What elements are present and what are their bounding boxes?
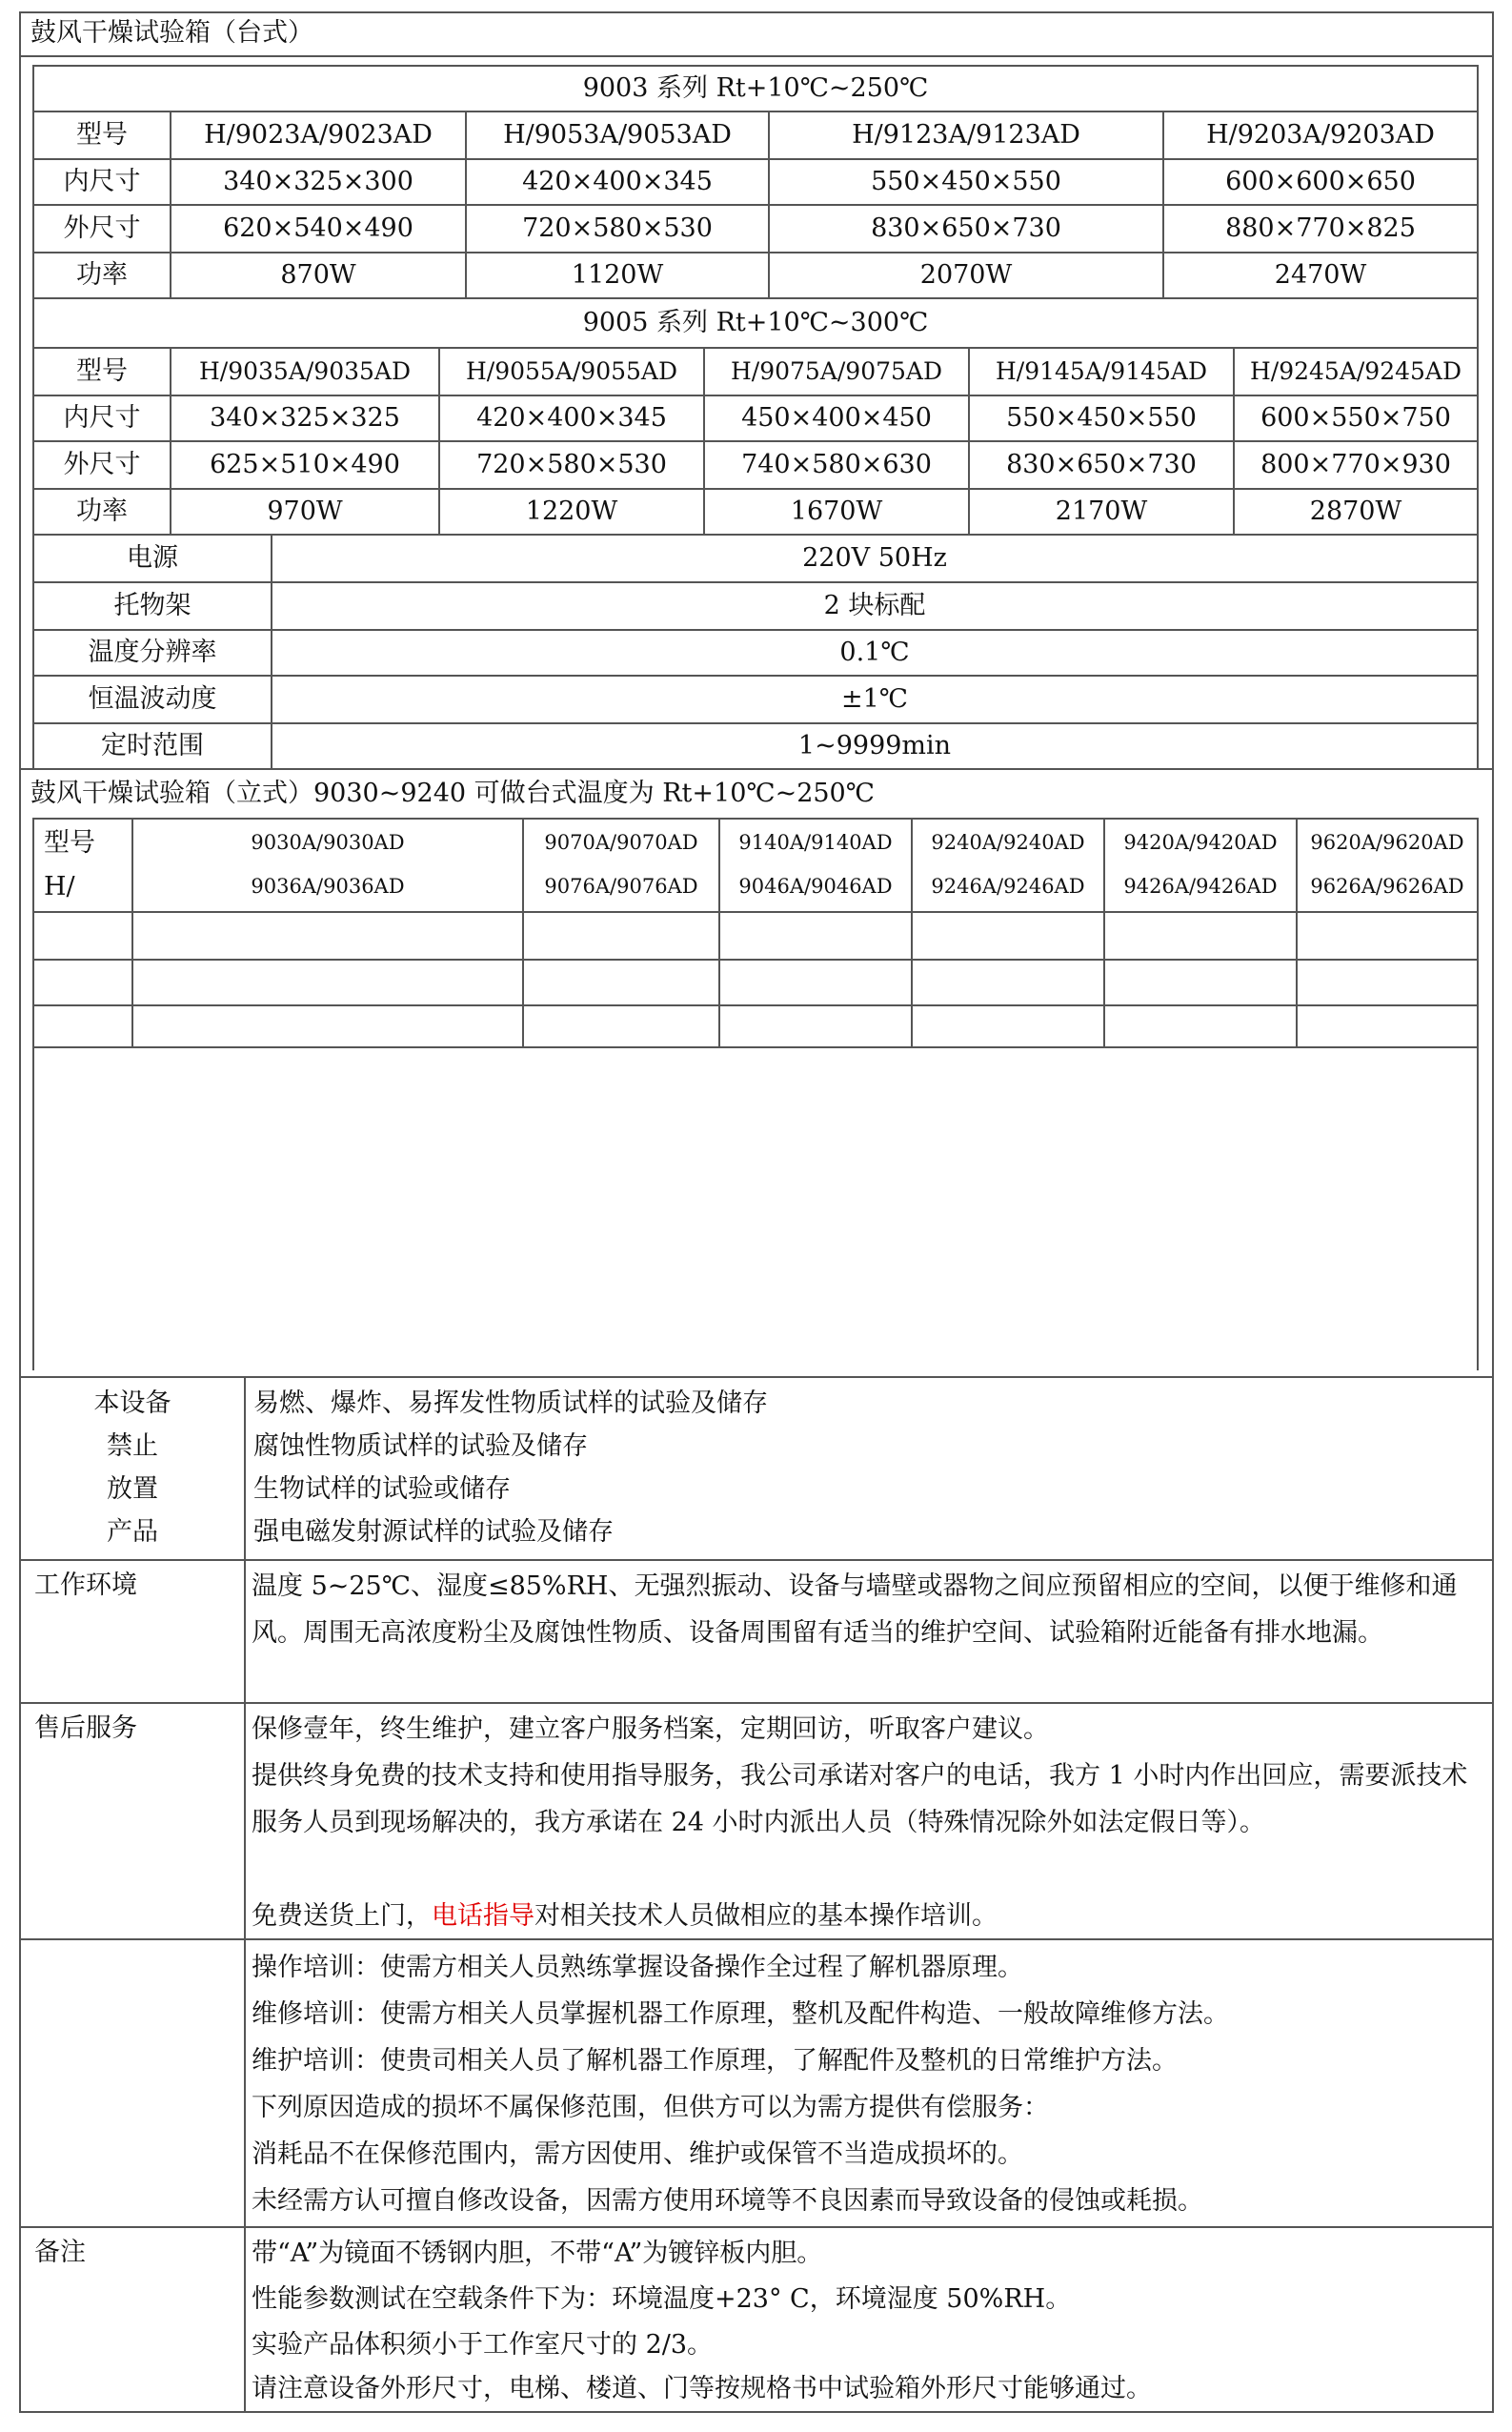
col-line <box>244 1376 246 2411</box>
outer-size-cell: 620×540×490 <box>223 213 413 244</box>
row-label-power: 功率 <box>76 260 128 291</box>
inner-size-cell: 600×550×750 <box>1260 403 1451 434</box>
service-text: 对相关技术人员做相应的基本操作培训。 <box>534 1901 998 1931</box>
power-cell: 1670W <box>790 497 883 527</box>
row-line <box>19 2226 1494 2228</box>
shelf-value: 2 块标配 <box>823 591 926 621</box>
resolution-value: 0.1℃ <box>839 638 910 668</box>
model-cell: H/9245A/9245AD <box>1249 357 1462 386</box>
row-label-model: 型号 <box>76 120 128 151</box>
row-label-inner-size: 内尺寸 <box>63 167 141 197</box>
row-line <box>19 2411 1494 2413</box>
model-cell: H/9075A/9075AD <box>730 357 943 386</box>
row-line <box>32 818 1479 820</box>
remark-line: 性能参数测试在空载条件下为：环境温度+23° C，环境湿度 50%RH。 <box>252 2284 1072 2314</box>
model-cell: H/9035A/9035AD <box>198 357 412 386</box>
outer-size-cell: 625×510×490 <box>210 450 400 480</box>
model-cell: H/9023A/9023AD <box>204 120 433 151</box>
model-bottom: 9626A/9626AD <box>1310 875 1464 899</box>
inner-size-cell: 420×400×345 <box>476 403 667 434</box>
row-line <box>32 1046 1479 1048</box>
remark-label: 备注 <box>34 2238 86 2268</box>
forbid-item: 腐蚀性物质试样的试验及储存 <box>253 1430 588 1461</box>
training-line: 维护培训：使贵司相关人员了解机器工作原理，了解配件及整机的日常维护方法。 <box>252 2046 1178 2076</box>
row-label-outer-size: 外尺寸 <box>63 213 141 244</box>
power-cell: 1220W <box>525 497 618 527</box>
power-supply-value: 220V 50Hz <box>802 543 947 574</box>
forbid-item: 生物试样的试验或储存 <box>253 1473 511 1504</box>
timer-value: 1~9999min <box>797 731 952 761</box>
fluctuation-value: ±1℃ <box>840 684 908 715</box>
outer-size-cell: 800×770×930 <box>1260 450 1451 480</box>
row-label-inner-size: 内尺寸 <box>63 403 141 434</box>
section2-title: 鼓风干燥试验箱（立式）9030~9240 可做台式温度为 Rt+10℃~250℃ <box>30 779 875 809</box>
row-line <box>32 959 1479 961</box>
border-line <box>19 11 21 1376</box>
forbid-label: 本设备 <box>93 1388 171 1418</box>
row-line <box>19 55 1494 57</box>
border-line <box>1492 11 1494 1376</box>
phone-guidance-highlight: 电话指导 <box>432 1901 534 1931</box>
forbid-item: 易燃、爆炸、易挥发性物质试样的试验及储存 <box>253 1388 768 1418</box>
model-bottom: 9076A/9076AD <box>544 875 698 899</box>
model-cell: H/9053A/9053AD <box>503 120 732 151</box>
outer-size-cell: 830×650×730 <box>1006 450 1197 480</box>
fluctuation-label: 恒温波动度 <box>88 684 217 715</box>
row-line <box>19 1938 1494 1940</box>
training-line: 维修培训：使需方相关人员掌握机器工作原理，整机及配件构造、一般故障维修方法。 <box>252 1999 1229 2029</box>
model-top: 9030A/9030AD <box>251 831 405 855</box>
training-line: 操作培训：使需方相关人员熟练掌握设备操作全过程了解机器原理。 <box>252 1953 1023 1982</box>
forbid-label: 产品 <box>107 1516 158 1547</box>
remark-line: 请注意设备外形尺寸，电梯、楼道、门等按规格书中试验箱外形尺寸能够通过。 <box>252 2374 1152 2403</box>
remark-line: 带“A”为镜面不锈钢内胆，不带“A”为镀锌板内胆。 <box>252 2239 823 2268</box>
inner-size-cell: 340×325×300 <box>223 167 413 197</box>
inner-size-cell: 550×450×550 <box>871 167 1061 197</box>
outer-size-cell: 880×770×825 <box>1225 213 1416 244</box>
outer-size-cell: 740×580×630 <box>741 450 932 480</box>
row-line <box>19 1559 1494 1561</box>
model-top: 9420A/9420AD <box>1123 831 1278 855</box>
inner-size-cell: 600×600×650 <box>1225 167 1416 197</box>
power-cell: 970W <box>267 497 343 527</box>
row-line <box>19 1376 1494 1378</box>
series-b-title: 9005 系列 Rt+10℃~300℃ <box>582 308 929 338</box>
power-cell: 2870W <box>1309 497 1402 527</box>
model-cell: H/9203A/9203AD <box>1206 120 1435 151</box>
series-a-title: 9003 系列 Rt+10℃~250℃ <box>582 73 929 104</box>
inner-size-cell: 450×400×450 <box>741 403 932 434</box>
outer-size-cell: 720×580×530 <box>522 213 713 244</box>
row-line <box>19 1702 1494 1704</box>
model-bottom: 9036A/9036AD <box>251 875 405 899</box>
service-text: 免费送货上门， <box>252 1901 432 1931</box>
power-supply-label: 电源 <box>127 543 178 574</box>
service-line: 保修壹年，终生维护，建立客户服务档案，定期回访，听取客户建议。 <box>252 1714 1049 1744</box>
model-top: 9620A/9620AD <box>1310 831 1464 855</box>
service-line: 提供终身免费的技术支持和使用指导服务，我公司承诺对客户的电话，我方 1 小时内作出回应，需要派技术服务人员到现场解决的，我方承诺在 24 小时内派出人员（特殊情况除外如法定假日等）。 <box>252 1761 1468 1837</box>
forbid-item: 强电磁发射源试样的试验及储存 <box>253 1516 614 1547</box>
row-label-model: 型号 <box>76 356 128 387</box>
row-line <box>32 911 1479 913</box>
service-line <box>252 1893 1486 1939</box>
model-label: 型号 <box>44 828 95 859</box>
row-label-power: 功率 <box>76 497 128 527</box>
inner-size-cell: 420×400×345 <box>522 167 713 197</box>
row-label-outer-size: 外尺寸 <box>63 450 141 480</box>
warranty-line: 未经需方认可擅自修改设备，因需方使用环境等不良因素而导致设备的侵蚀或耗损。 <box>252 2186 1203 2216</box>
model-top: 9140A/9140AD <box>738 831 893 855</box>
model-bottom: 9046A/9046AD <box>738 875 893 899</box>
border-line <box>32 818 34 1370</box>
border-line <box>1477 818 1479 1370</box>
border-line <box>1492 1376 1494 2411</box>
row-line <box>32 1004 1479 1006</box>
border-line <box>1477 65 1479 770</box>
warranty-line: 消耗品不在保修范围内，需方因使用、维护或保管不当造成损坏的。 <box>252 2139 1023 2169</box>
service-label: 售后服务 <box>34 1713 137 1744</box>
section1-title: 鼓风干燥试验箱（台式） <box>30 18 313 49</box>
model-top: 9240A/9240AD <box>931 831 1085 855</box>
outer-size-cell: 830×650×730 <box>871 213 1061 244</box>
forbid-label: 放置 <box>107 1473 158 1504</box>
power-cell: 2170W <box>1055 497 1148 527</box>
model-top: 9070A/9070AD <box>544 831 698 855</box>
timer-label: 定时范围 <box>101 731 204 761</box>
inner-size-cell: 550×450×550 <box>1006 403 1197 434</box>
shelf-label: 托物架 <box>113 591 192 621</box>
model-cell: H/9145A/9145AD <box>995 357 1208 386</box>
model-bottom: 9426A/9426AD <box>1123 875 1278 899</box>
env-label: 工作环境 <box>34 1571 137 1601</box>
power-cell: 2470W <box>1274 260 1367 291</box>
power-cell: 870W <box>280 260 356 291</box>
inner-size-cell: 340×325×325 <box>210 403 400 434</box>
model-cell: H/9123A/9123AD <box>852 120 1080 151</box>
model-cell: H/9055A/9055AD <box>465 357 678 386</box>
forbid-label: 禁止 <box>107 1430 158 1461</box>
model-bottom: 9246A/9246AD <box>931 875 1085 899</box>
power-cell: 1120W <box>571 260 664 291</box>
env-text: 温度 5~25℃、湿度≤85%RH、无强烈振动、设备与墙壁或器物之间应预留相应的空间，以便于维修和通风。周围无高浓度粉尘及腐蚀性物质、设备周围留有适当的维护空间、试验箱附近能备有排水地漏。 <box>252 1571 1458 1648</box>
power-cell: 2070W <box>919 260 1013 291</box>
outer-size-cell: 720×580×530 <box>476 450 667 480</box>
warranty-line: 下列原因造成的损坏不属保修范围，但供方可以为需方提供有偿服务： <box>252 2093 1049 2122</box>
resolution-label: 温度分辨率 <box>88 638 217 668</box>
model-prefix-label: H/ <box>44 872 75 902</box>
remark-line: 实验产品体积须小于工作室尺寸的 2/3。 <box>252 2330 714 2360</box>
